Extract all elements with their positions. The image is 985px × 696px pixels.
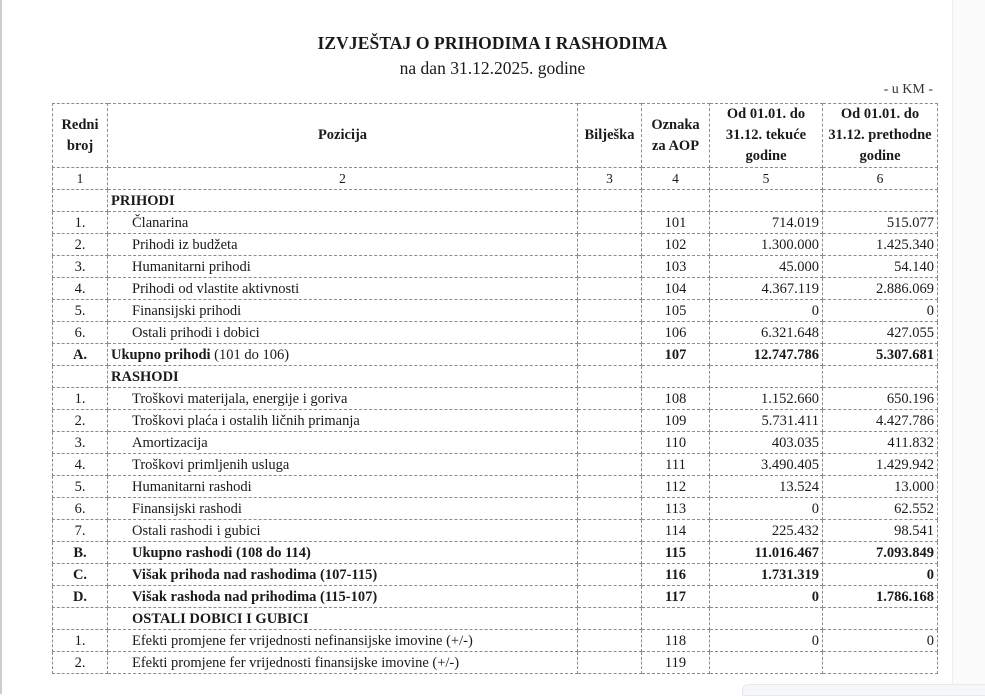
previous-year-value: 411.832: [823, 432, 938, 454]
aop-code: 102: [642, 234, 710, 256]
total-label: Ukupno prihodi: [111, 346, 211, 363]
row-number: 5.: [53, 300, 108, 322]
previous-year-value: 650.196: [823, 388, 938, 410]
previous-year-value: 515.077: [823, 212, 938, 234]
row-number: 4.: [53, 454, 108, 476]
current-year-value: 403.035: [710, 432, 823, 454]
position-label: Prihodi od vlastite aktivnosti: [108, 278, 578, 300]
aop-code: 107: [642, 344, 710, 366]
note-cell: [578, 432, 642, 454]
header-pozicija: Pozicija: [108, 104, 578, 168]
position-label: Članarina: [108, 212, 578, 234]
table-row: [53, 542, 938, 564]
row-number: 1.: [53, 212, 108, 234]
table-row: [53, 498, 938, 520]
table-row: [53, 256, 938, 278]
current-year-value: [710, 366, 823, 388]
previous-year-value: 54.140: [823, 256, 938, 278]
aop-code: 112: [642, 476, 710, 498]
section-heading: OSTALI DOBICI I GUBICI: [108, 608, 578, 630]
table-row: [53, 608, 938, 630]
table-row: [53, 190, 938, 212]
aop-code: [642, 190, 710, 212]
current-year-value: 6.321.648: [710, 322, 823, 344]
table-row: [53, 366, 938, 388]
document-subtitle: na dan 31.12.2025. godine: [399, 58, 586, 78]
previous-year-value: 1.425.340: [823, 234, 938, 256]
note-cell: [578, 498, 642, 520]
aop-code: 116: [642, 564, 710, 586]
aop-code: 108: [642, 388, 710, 410]
header-biljeska: Bilješka: [578, 104, 642, 168]
table-row: [53, 520, 938, 542]
previous-year-value: 0: [823, 564, 938, 586]
current-year-value: 714.019: [710, 212, 823, 234]
previous-year-value: [823, 652, 938, 674]
note-cell: [578, 454, 642, 476]
note-cell: [578, 256, 642, 278]
header-previous-year: Od 01.01. do 31.12. prethodne godine: [823, 104, 938, 168]
previous-year-value: 7.093.849: [823, 542, 938, 564]
note-cell: [578, 322, 642, 344]
previous-year-value: [823, 366, 938, 388]
position-label: Prihodi iz budžeta: [108, 234, 578, 256]
aop-code: 103: [642, 256, 710, 278]
aop-code: 113: [642, 498, 710, 520]
position-label: Finansijski rashodi: [108, 498, 578, 520]
row-number: D.: [53, 586, 108, 608]
table-row: [53, 234, 938, 256]
aop-code: 111: [642, 454, 710, 476]
table-row: [53, 410, 938, 432]
previous-year-value: 5.307.681: [823, 344, 938, 366]
current-year-value: [710, 652, 823, 674]
position-label: Humanitarni rashodi: [108, 476, 578, 498]
current-year-value: 0: [710, 630, 823, 652]
aop-code: 114: [642, 520, 710, 542]
row-number: B.: [53, 542, 108, 564]
current-year-value: 13.524: [710, 476, 823, 498]
aop-code: 104: [642, 278, 710, 300]
current-year-value: 3.490.405: [710, 454, 823, 476]
row-number: 3.: [53, 432, 108, 454]
table-row: [53, 344, 938, 366]
current-year-value: 0: [710, 300, 823, 322]
aop-code: 117: [642, 586, 710, 608]
note-cell: [578, 278, 642, 300]
header-aop: Oznaka za AOP: [642, 104, 710, 168]
table-row: [53, 322, 938, 344]
header-redni-broj: Redni broj: [53, 104, 108, 168]
table-row: [53, 212, 938, 234]
table-row: [53, 454, 938, 476]
position-label: Amortizacija: [108, 432, 578, 454]
viewer-right-margin: [952, 0, 985, 694]
column-number: 3: [578, 168, 642, 190]
previous-year-value: 4.427.786: [823, 410, 938, 432]
column-number-row: [53, 168, 938, 190]
previous-year-value: 98.541: [823, 520, 938, 542]
row-number: 1.: [53, 388, 108, 410]
table-row: [53, 586, 938, 608]
note-cell: [578, 410, 642, 432]
previous-year-value: 1.429.942: [823, 454, 938, 476]
aop-code: 101: [642, 212, 710, 234]
previous-year-value: 2.886.069: [823, 278, 938, 300]
current-year-value: [710, 190, 823, 212]
viewer-overlay-panel: [742, 684, 985, 696]
current-year-value: 12.747.786: [710, 344, 823, 366]
row-number: 2.: [53, 652, 108, 674]
aop-code: 105: [642, 300, 710, 322]
table-header-row: [53, 104, 938, 168]
aop-code: 109: [642, 410, 710, 432]
column-number: 5: [710, 168, 823, 190]
note-cell: [578, 520, 642, 542]
table-row: [53, 278, 938, 300]
previous-year-value: 1.786.168: [823, 586, 938, 608]
note-cell: [578, 476, 642, 498]
previous-year-value: 62.552: [823, 498, 938, 520]
note-cell: [578, 190, 642, 212]
position-label: Ukupno rashodi (108 do 114): [108, 542, 578, 564]
note-cell: [578, 366, 642, 388]
position-label: Finansijski prihodi: [108, 300, 578, 322]
current-year-value: 0: [710, 586, 823, 608]
position-label: Troškovi primljenih usluga: [108, 454, 578, 476]
section-heading: PRIHODI: [108, 190, 578, 212]
row-number: 2.: [53, 410, 108, 432]
aop-code: [642, 366, 710, 388]
note-cell: [578, 608, 642, 630]
note-cell: [578, 234, 642, 256]
note-cell: [578, 212, 642, 234]
note-cell: [578, 630, 642, 652]
table-row: [53, 652, 938, 674]
current-year-value: 5.731.411: [710, 410, 823, 432]
current-year-value: [710, 608, 823, 630]
row-number: 6.: [53, 498, 108, 520]
row-number: 7.: [53, 520, 108, 542]
aop-code: 106: [642, 322, 710, 344]
current-year-value: 0: [710, 498, 823, 520]
aop-code: 119: [642, 652, 710, 674]
aop-code: 118: [642, 630, 710, 652]
aop-code: 110: [642, 432, 710, 454]
previous-year-value: [823, 190, 938, 212]
row-number: C.: [53, 564, 108, 586]
current-year-value: 225.432: [710, 520, 823, 542]
row-number: 4.: [53, 278, 108, 300]
current-year-value: 11.016.467: [710, 542, 823, 564]
total-range: (101 do 106): [210, 346, 290, 363]
aop-code: 115: [642, 542, 710, 564]
column-number: 1: [53, 168, 108, 190]
note-cell: [578, 388, 642, 410]
table-body: [53, 190, 938, 674]
table-row: [53, 432, 938, 454]
position-label: Troškovi materijala, energije i goriva: [108, 388, 578, 410]
currency-unit-label: - u KM -: [883, 82, 933, 97]
row-number: A.: [53, 344, 108, 366]
page-left-edge: [0, 0, 2, 694]
previous-year-value: [823, 608, 938, 630]
position-label: Humanitarni prihodi: [108, 256, 578, 278]
position-label: Ostali rashodi i gubici: [108, 520, 578, 542]
document-title: IZVJEŠTAJ O PRIHODIMA I RASHODIMA: [317, 33, 668, 53]
column-number: 6: [823, 168, 938, 190]
previous-year-value: 13.000: [823, 476, 938, 498]
note-cell: [578, 300, 642, 322]
table-row: [53, 630, 938, 652]
row-number: [53, 608, 108, 630]
row-number: 5.: [53, 476, 108, 498]
current-year-value: 4.367.119: [710, 278, 823, 300]
position-label: Troškovi plaća i ostalih ličnih primanja: [108, 410, 578, 432]
position-label: Višak prihoda nad rashodima (107-115): [108, 564, 578, 586]
column-number: 2: [108, 168, 578, 190]
note-cell: [578, 564, 642, 586]
row-number: 2.: [53, 234, 108, 256]
note-cell: [578, 652, 642, 674]
note-cell: [578, 586, 642, 608]
position-label: Ostali prihodi i dobici: [108, 322, 578, 344]
table-row: [53, 300, 938, 322]
current-year-value: 45.000: [710, 256, 823, 278]
previous-year-value: 0: [823, 630, 938, 652]
header-current-year: Od 01.01. do 31.12. tekuće godine: [710, 104, 823, 168]
current-year-value: 1.731.319: [710, 564, 823, 586]
previous-year-value: 0: [823, 300, 938, 322]
note-cell: [578, 542, 642, 564]
previous-year-value: 427.055: [823, 322, 938, 344]
position-label: Efekti promjene fer vrijednosti finansijske imovine (+/-): [108, 652, 578, 674]
column-number: 4: [642, 168, 710, 190]
position-label: Efekti promjene fer vrijednosti nefinansijske imovine (+/-): [108, 630, 578, 652]
table-row: [53, 564, 938, 586]
note-cell: [578, 344, 642, 366]
current-year-value: 1.300.000: [710, 234, 823, 256]
row-number: 3.: [53, 256, 108, 278]
table-row: [53, 476, 938, 498]
income-expense-table: [52, 103, 938, 674]
aop-code: [642, 608, 710, 630]
current-year-value: 1.152.660: [710, 388, 823, 410]
position-label: [108, 344, 578, 366]
section-heading: RASHODI: [108, 366, 578, 388]
row-number: [53, 366, 108, 388]
table-row: [53, 388, 938, 410]
row-number: [53, 190, 108, 212]
row-number: 6.: [53, 322, 108, 344]
position-label: Višak rashoda nad prihodima (115-107): [108, 586, 578, 608]
row-number: 1.: [53, 630, 108, 652]
